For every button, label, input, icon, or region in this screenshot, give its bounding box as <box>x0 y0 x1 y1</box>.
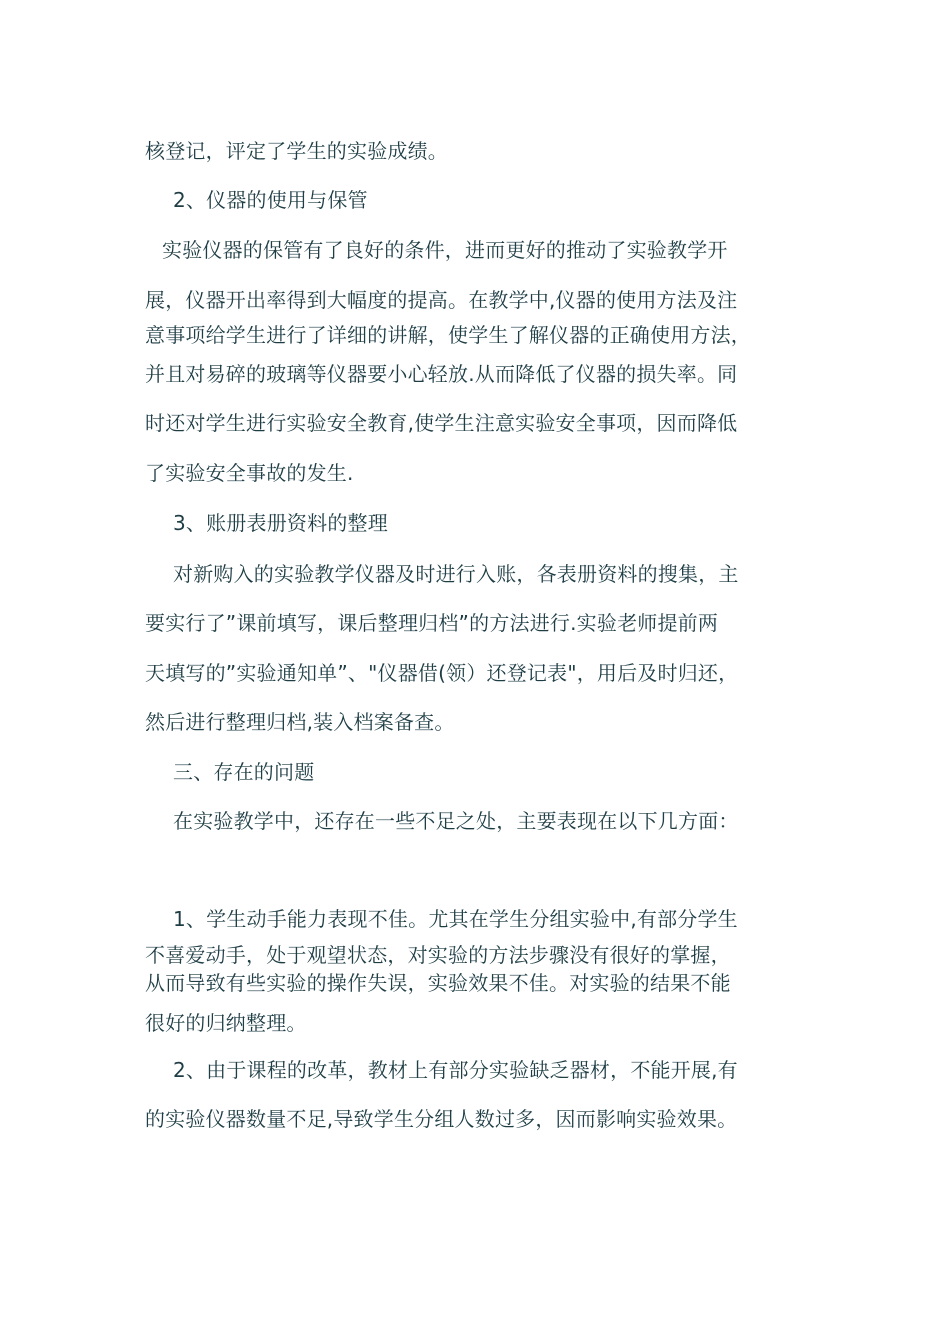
paragraph-line: 时还对学生进行实验安全教育,使学生注意实验安全事项，因而降低 <box>145 411 738 435</box>
paragraph-line: 然后进行整理归档,装入档案备查。 <box>145 710 455 734</box>
paragraph-line: 意事项给学生进行了详细的讲解，使学生了解仪器的正确使用方法， <box>145 323 751 347</box>
paragraph-line: 在实验教学中，还存在一些不足之处，主要表现在以下几方面： <box>173 809 739 833</box>
list-item-line: 的实验仪器数量不足,导致学生分组人数过多，因而影响实验效果。 <box>145 1107 738 1131</box>
paragraph-line: 了实验安全事故的发生. <box>145 461 354 485</box>
list-item-line: 1、学生动手能力表现不佳。尤其在学生分组实验中,有部分学生 <box>173 907 738 931</box>
section-heading: 3、账册表册资料的整理 <box>173 511 388 535</box>
list-item-line: 从而导致有些实验的操作失误，实验效果不佳。对实验的结果不能 <box>145 971 731 995</box>
section-heading: 2、仪器的使用与保管 <box>173 188 368 212</box>
paragraph-line: 实验仪器的保管有了良好的条件，进而更好的推动了实验教学开 <box>162 238 728 262</box>
list-item-line: 很好的归纳整理。 <box>145 1011 307 1035</box>
paragraph-line: 天填写的”实验通知单”、"仪器借(领）还登记表"，用后及时归还， <box>145 661 739 685</box>
paragraph-line: 对新购入的实验教学仪器及时进行入账，各表册资料的搜集，主 <box>173 562 739 586</box>
paragraph-line: 要实行了”课前填写，课后整理归档”的方法进行.实验老师提前两 <box>145 611 719 635</box>
list-item-line: 2、由于课程的改革，教材上有部分实验缺乏器材，不能开展,有 <box>173 1058 738 1082</box>
paragraph-line: 并且对易碎的玻璃等仪器要小心轻放.从而降低了仪器的损失率。同 <box>145 362 738 386</box>
list-item-line: 不喜爱动手，处于观望状态，对实验的方法步骤没有很好的掌握， <box>145 943 731 967</box>
section-heading: 三、存在的问题 <box>173 760 315 784</box>
paragraph-line: 展，仪器开出率得到大幅度的提高。在教学中,仪器的使用方法及注 <box>145 288 738 312</box>
paragraph-line: 核登记，评定了学生的实验成绩。 <box>145 139 448 163</box>
